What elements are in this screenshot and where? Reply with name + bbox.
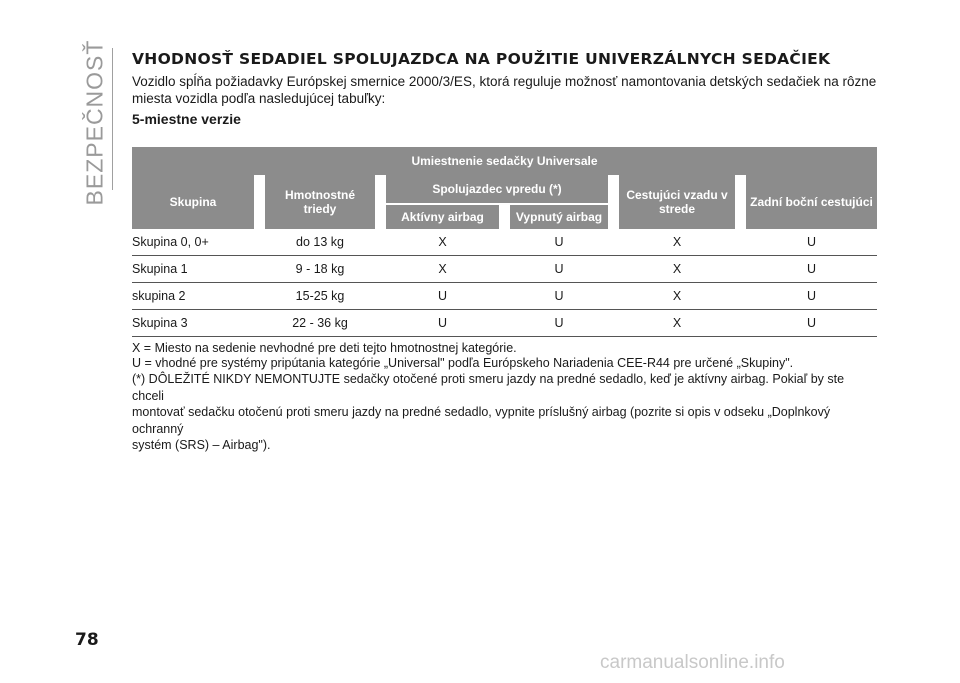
page-number: 78	[75, 630, 99, 650]
cell-front-active: U	[386, 283, 499, 310]
section-side-title-text: BEZPEČNOSŤ	[81, 39, 108, 205]
page-content	[132, 50, 877, 454]
cell-front-active: X	[386, 256, 499, 283]
note-warning-line-2: montovať sedačku otočenú proti smeru jazdy na predné sedadlo, vypnite príslušný airbag (pozrite si opis v odseku „Doplnkový ochranný	[132, 405, 831, 436]
section-side-title	[81, 39, 108, 205]
cell-weight: 15-25 kg	[265, 283, 375, 310]
note-warning-line-3: systém (SRS) – Airbag").	[132, 438, 271, 452]
cell-weight: 9 - 18 kg	[265, 256, 375, 283]
cell-weight: 22 - 36 kg	[265, 310, 375, 337]
col-header-airbag-active: Aktívny airbag	[386, 203, 499, 229]
table-main-header: Umiestnenie sedačky Universale	[132, 147, 877, 175]
cell-group: Skupina 3	[132, 310, 254, 337]
cell-rear-center: X	[619, 256, 735, 283]
cell-rear-center: X	[619, 310, 735, 337]
col-header-weight: Hmotnostné triedy	[265, 175, 375, 229]
cell-group: Skupina 0, 0+	[132, 229, 254, 256]
cell-front-active: X	[386, 229, 499, 256]
col-header-airbag-disabled: Vypnutý airbag	[510, 203, 608, 229]
cell-group: skupina 2	[132, 283, 254, 310]
table-row	[132, 256, 877, 283]
cell-rear-side: U	[746, 283, 877, 310]
watermark-text: carmanualsonline.info	[600, 652, 785, 673]
table-notes	[132, 341, 877, 454]
table-row	[132, 310, 877, 337]
cell-group: Skupina 1	[132, 256, 254, 283]
cell-front-disabled: U	[510, 256, 608, 283]
cell-front-active: U	[386, 310, 499, 337]
col-header-rear-side: Zadní boční cestujúci	[746, 175, 877, 229]
intro-line-2: miesta vozidla podľa nasledujúcej tabuľky:	[132, 91, 386, 106]
cell-rear-center: X	[619, 283, 735, 310]
table-row	[132, 229, 877, 256]
side-divider	[112, 48, 113, 190]
cell-front-disabled: U	[510, 310, 608, 337]
note-x-legend: X = Miesto na sedenie nevhodné pre deti tejto hmotnostnej kategórie.	[132, 341, 517, 355]
version-subheading: 5-miestne verzie	[132, 111, 241, 127]
col-header-front-passenger: Spolujazdec vpredu (*)	[386, 175, 608, 203]
intro-line-1: Vozidlo spĺňa požiadavky Európskej smernice 2000/3/ES, ktorá reguluje možnosť namontovania detských sedačiek na rôzne	[132, 74, 877, 89]
page-heading: VHODNOSŤ SEDADIEL SPOLUJAZDCA NA POUŽITIE UNIVERZÁLNYCH SEDAČIEK	[132, 50, 831, 68]
col-header-group: Skupina	[132, 175, 254, 229]
note-u-legend: U = vhodné pre systémy pripútania kategórie „Universal" podľa Európskeho Nariadenia CEE-R44 pre určené „Skupiny".	[132, 356, 794, 370]
col-header-rear-center: Cestujúci vzadu v strede	[619, 175, 735, 229]
note-warning-line-1: (*) DÔLEŽITÉ NIKDY NEMONTUJTE sedačky otočené proti smeru jazdy na predné sedadlo, keď je aktívny airbag. Pokiaľ by ste chceli	[132, 372, 845, 403]
cell-weight: do 13 kg	[265, 229, 375, 256]
table-row	[132, 283, 877, 310]
cell-rear-center: X	[619, 229, 735, 256]
child-seat-suitability-table	[132, 147, 877, 337]
cell-rear-side: U	[746, 256, 877, 283]
intro-text	[132, 73, 877, 107]
cell-front-disabled: U	[510, 283, 608, 310]
cell-rear-side: U	[746, 310, 877, 337]
cell-rear-side: U	[746, 229, 877, 256]
cell-front-disabled: U	[510, 229, 608, 256]
